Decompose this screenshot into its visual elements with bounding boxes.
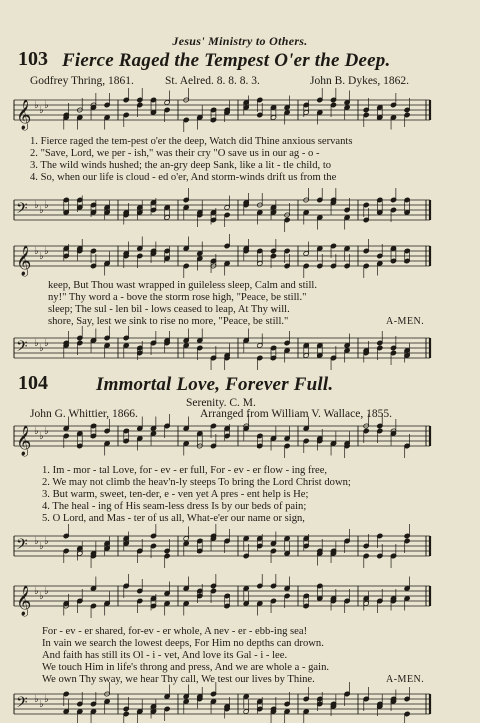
hymn-104-amen: A-MEN. [386,674,425,685]
hymn-104-composer: Arranged from William V. Wallace, 1855. [200,408,392,420]
svg-text:♭: ♭ [39,205,44,216]
hymn-103-author: Godfrey Thring, 1861. [30,75,134,87]
svg-text:♭: ♭ [44,536,49,547]
svg-text:♭: ♭ [34,338,39,349]
svg-text:♭: ♭ [44,338,49,349]
hymn-104-author: John G. Whittier, 1866. [30,408,138,420]
hymn-103-verse-3a: 3. The wild winds hushed; the an-gry deep Sank, like a lit - tle child, to [30,160,332,171]
hymn-103-verse-1a: 1. Fierce raged the tem-pest o'er the deep, Watch did Thine anxious servants [30,136,353,147]
hymn-103-verse-4b: shore, Say, lest we sink to rise no more, "Peace, be still." [48,316,289,327]
hymn-104-verse-5a: 5. O Lord, and Mas - ter of us all, What-e'er our name or sign, [42,513,305,524]
hymn-103-amen: A-MEN. [386,316,425,327]
svg-text:♭: ♭ [34,426,39,437]
svg-text:♭: ♭ [44,694,49,705]
svg-text:♭: ♭ [34,536,39,547]
svg-text:♭: ♭ [34,694,39,705]
hymn-104-verse-4b: We touch Him in life's throng and press, And we are whole a - gain. [42,662,330,673]
staff-103-1-treble [0,94,480,134]
svg-text:♭: ♭ [39,699,44,710]
hymn-104-title: Immortal Love, Forever Full. [96,374,334,395]
hymn-103-composer: John B. Dykes, 1862. [310,75,410,87]
staff-103-2-bass [0,332,480,372]
svg-text:♭: ♭ [44,586,49,597]
svg-text:𝄞: 𝄞 [16,586,32,616]
hymn-103-title: Fierce Raged the Tempest O'er the Deep. [62,50,391,71]
staff-104-1-treble [0,420,480,460]
svg-text:♭: ♭ [34,246,39,257]
svg-text:♭: ♭ [34,586,39,597]
svg-text:♭: ♭ [39,343,44,354]
svg-text:𝄢: 𝄢 [16,694,28,715]
svg-text:♭: ♭ [34,200,39,211]
hymn-103-verse-2a: 2. "Save, Lord, we per - ish," was their cry "O save us in our ag - o - [30,148,320,159]
svg-text:𝄞: 𝄞 [16,426,32,456]
hymn-104-tune: Serenity. C. M. [186,397,256,409]
staff-104-2-bass [0,688,480,722]
svg-text:𝄞: 𝄞 [16,246,32,276]
svg-text:♭: ♭ [39,431,44,442]
hymn-103-number: 103 [18,48,48,70]
hymn-104-verse-4a: 4. The heal - ing of His seam-less dress Is by our beds of pain; [42,501,307,512]
hymn-104-verse-3a: 3. But warm, sweet, ten-der, e - ven yet A pres - ent help is He; [42,489,309,500]
hymn-104-verse-1a: 1. Im - mor - tal Love, for - ev - er full, For - ev - er flow - ing free, [42,465,328,476]
hymn-103-tune: St. Aelred. 8. 8. 8. 3. [165,75,260,87]
hymn-104-verse-1b: For - ev - er shared, for-ev - er whole, A nev - er - ebb-ing sea! [42,626,308,637]
svg-text:♭: ♭ [34,100,39,111]
svg-text:𝄢: 𝄢 [16,200,28,221]
svg-text:♭: ♭ [39,591,44,602]
staff-104-1-bass [0,530,480,570]
svg-text:♭: ♭ [44,200,49,211]
hymn-103-verse-2b: ny!" Thy word a - bove the storm rose high, "Peace, be still." [48,292,307,303]
hymn-103-verse-1b: keep, But Thou wast wrapped in guileless sleep, Calm and still. [48,280,318,291]
staff-103-1-bass [0,194,480,234]
hymn-103-verse-4a: 4. So, when our life is cloud - ed o'er, And storm-winds drift us from the [30,172,337,183]
svg-text:♭: ♭ [44,426,49,437]
svg-text:♭: ♭ [44,246,49,257]
hymn-104-verse-3b: And faith has still its Ol - i - vet, And love its Gal - i - lee. [42,650,288,661]
svg-text:𝄞: 𝄞 [16,100,32,130]
staff-103-2-treble [0,240,480,280]
hymn-103-verse-3b: sleep; The sul - len bil - lows ceased to leap, At Thy will. [48,304,290,315]
hymn-104-verse-2b: In vain we search the lowest deeps, For Him no depths can drown. [42,638,324,649]
staff-104-2-treble [0,580,480,620]
hymn-104-verse-2a: 2. We may not climb the heav'n-ly steeps To bring the Lord Christ down; [42,477,351,488]
svg-text:𝄢: 𝄢 [16,338,28,359]
hymn-104-number: 104 [18,372,48,394]
svg-text:♭: ♭ [44,100,49,111]
hymn-104-verse-5b: We own Thy sway, we hear Thy call, We test our lives by Thine. [42,674,315,685]
svg-text:♭: ♭ [39,251,44,262]
running-head: Jesus' Ministry to Others. [172,34,308,48]
svg-text:𝄢: 𝄢 [16,536,28,557]
svg-text:♭: ♭ [39,541,44,552]
svg-text:♭: ♭ [39,105,44,116]
